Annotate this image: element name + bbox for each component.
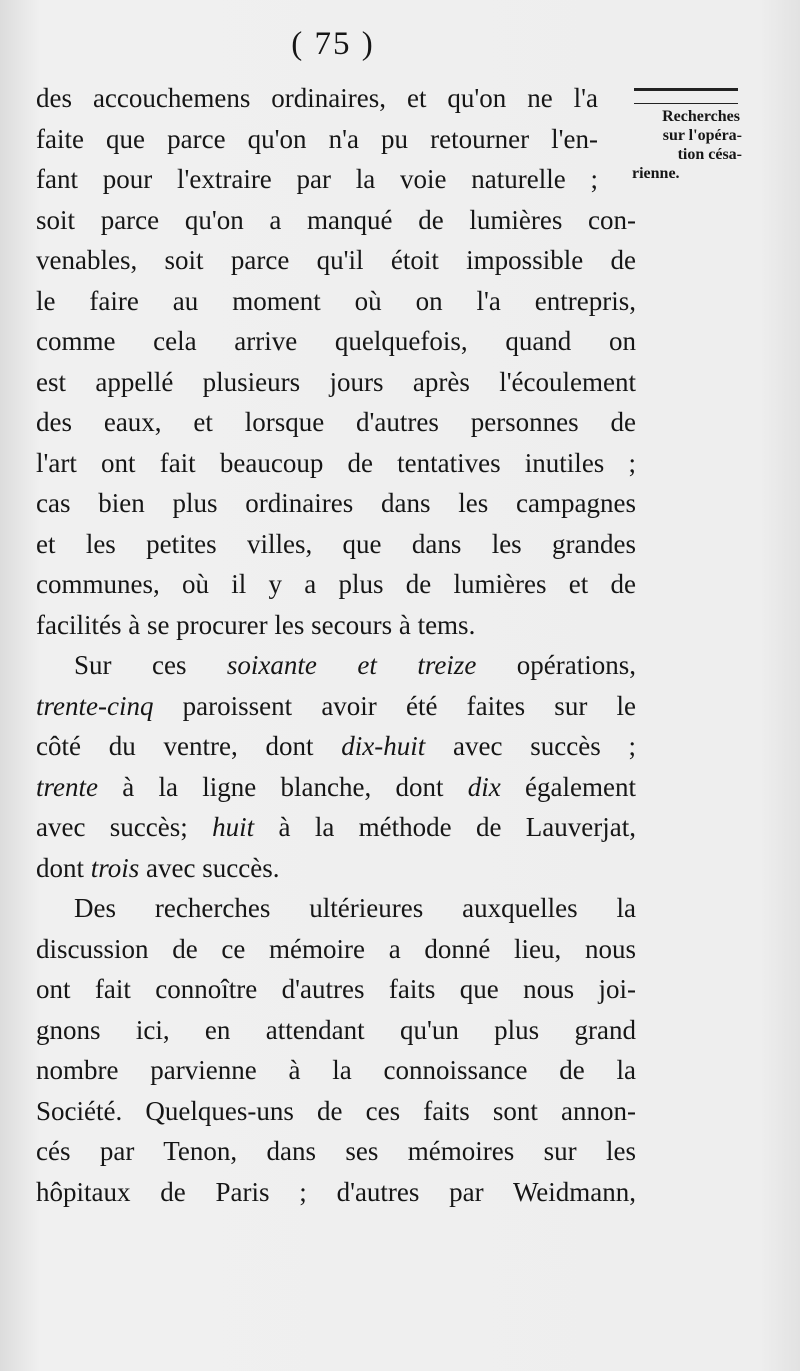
text-run: avec succès ;	[425, 731, 637, 761]
italic-run: trois	[90, 852, 140, 883]
text-line	[36, 807, 636, 848]
italic-run: trente-cinq	[36, 690, 154, 721]
marginal-note-line: sur l'opéra-	[662, 127, 742, 144]
text-line: soit parce qu'on a manqué de lumières con-	[36, 204, 636, 235]
italic-run: soixante et treize	[226, 650, 477, 680]
text-line: gnons ici, en attendant qu'un plus grand	[36, 1014, 636, 1045]
text-line: l'art ont fait beaucoup de tentatives inutiles ;	[36, 447, 636, 478]
text-run: à la méthode de Lauverjat,	[254, 812, 636, 842]
text-run: avec succès;	[36, 812, 213, 842]
page-number: ( 75 )	[291, 26, 375, 62]
text-run: dont	[36, 852, 91, 883]
text-line	[36, 726, 636, 767]
text-line: facilités à se procurer les secours à tems.	[36, 609, 476, 640]
text-run: avec succès.	[139, 852, 280, 883]
text-line: est appellé plusieurs jours après l'écoulement	[36, 366, 636, 397]
text-run: à la ligne blanche, dont	[97, 771, 468, 802]
text-line: cés par Tenon, dans ses mémoires sur les	[36, 1136, 636, 1166]
italic-run: huit	[212, 812, 255, 842]
text-line: et les petites villes, que dans les grandes	[36, 528, 636, 559]
text-line: Société. Quelques-uns de ces faits sont annon-	[36, 1095, 636, 1126]
text-line: le faire au moment où on l'a entrepris,	[36, 285, 636, 316]
marginal-note-line: Recherches	[662, 108, 740, 125]
text-line: des accouchemens ordinaires, et qu'on ne l'a	[36, 83, 598, 113]
text-run: paroissent avoir été faites sur le	[153, 690, 636, 721]
text-line: des eaux, et lorsque d'autres personnes de	[36, 407, 636, 437]
marginal-note	[632, 84, 742, 183]
text-line	[36, 767, 636, 808]
text-line: faite que parce qu'on n'a pu retourner l'en-	[36, 123, 598, 154]
text-line: ont fait connoître d'autres faits que nous joi-	[36, 974, 636, 1004]
text-run: opérations,	[476, 650, 636, 680]
marginal-note-line: tion césa-	[677, 146, 742, 163]
text-line: communes, où il y a plus de lumières et de	[36, 569, 636, 599]
italic-run: trente	[36, 771, 98, 802]
text-run: côté du ventre, dont	[36, 731, 342, 761]
text-line	[36, 848, 636, 889]
text-line: venables, soit parce qu'il étoit impossible de	[36, 245, 636, 275]
text-line: comme cela arrive quelquefois, quand on	[36, 326, 636, 356]
text-line: cas bien plus ordinaires dans les campagnes	[36, 488, 636, 518]
text-run: Sur ces	[74, 650, 227, 680]
text-line: nombre parvienne à la connoissance de la	[36, 1055, 636, 1085]
marginal-note-line: rienne.	[632, 165, 680, 182]
marginal-rule	[634, 88, 738, 104]
body-text	[36, 78, 636, 1212]
text-line: hôpitaux de Paris ; d'autres par Weidmann,	[36, 1176, 636, 1207]
text-run: également	[500, 771, 636, 802]
text-line	[36, 645, 636, 686]
italic-run: dix-huit	[341, 731, 426, 761]
text-line	[36, 686, 636, 727]
text-line: discussion de ce mémoire a donné lieu, nous	[36, 933, 636, 964]
italic-run: dix	[467, 771, 501, 802]
text-line: fant pour l'extraire par la voie naturelle ;	[36, 164, 598, 194]
text-line: Des recherches ultérieures auxquelles la	[74, 893, 636, 923]
